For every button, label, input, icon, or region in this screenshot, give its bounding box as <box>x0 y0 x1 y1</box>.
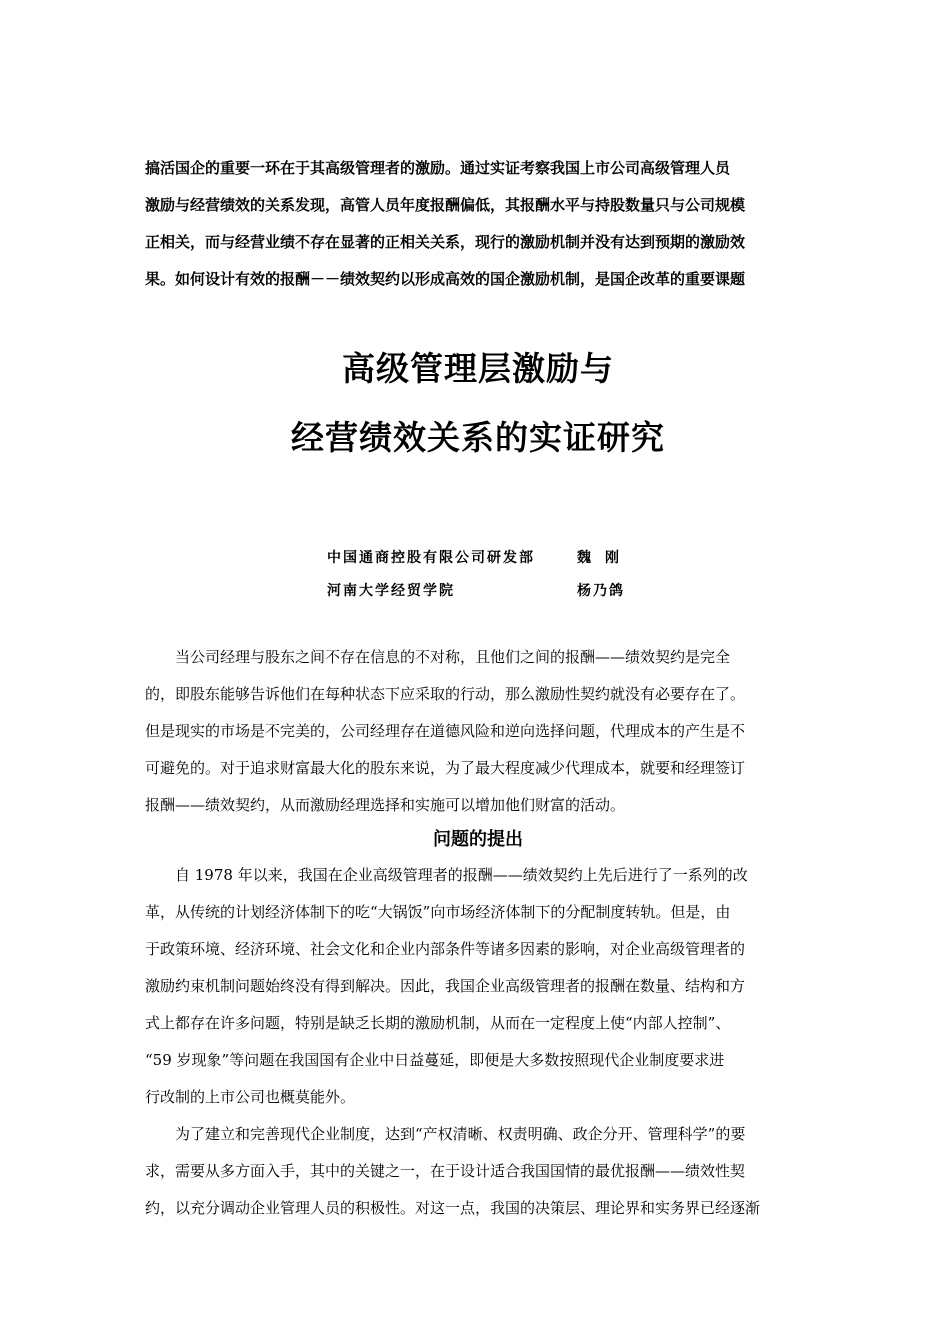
body-line: 式上都存在许多问题，特别是缺乏长期的激励机制，从而在一定程度上使“内部人控制”、 <box>145 1014 731 1032</box>
body-line: 求，需要从多方面入手，其中的关键之一，在于设计适合我国国情的最优报酬——绩效性契 <box>145 1162 746 1180</box>
body-line: 当公司经理与股东之间不存在信息的不对称，且他们之间的报酬——绩效契约是完全 <box>145 648 731 666</box>
body-line: 革，从传统的计划经济体制下的吃“大锅饭”向市场经济体制下的分配制度转轨。但是，由 <box>145 903 731 921</box>
author-name: 杨乃鸽 <box>577 583 625 599</box>
body-line: 报酬——绩效契约，从而激励经理选择和实施可以增加他们财富的活动。 <box>145 796 626 814</box>
author-affiliation: 河南大学经贸学院 <box>327 583 455 599</box>
body-line: 于政策环境、经济环境、社会文化和企业内部条件等诸多因素的影响，对企业高级管理者的 <box>145 940 746 958</box>
body-line: 激励约束机制问题始终没有得到解决。因此，我国企业高级管理者的报酬在数量、结构和方 <box>145 977 746 995</box>
author-name: 魏刚 <box>577 550 633 566</box>
body-line: 约，以充分调动企业管理人员的积极性。对这一点，我国的决策层、理论界和实务界已经逐渐 <box>145 1199 761 1217</box>
abstract-line: 果。如何设计有效的报酬－－绩效契约以形成高效的国企激励机制，是国企改革的重要课题 <box>145 270 746 288</box>
title-line-1: 高级管理层激励与 <box>342 349 614 388</box>
body-line: “59 岁现象”等问题在我国国有企业中日益蔓延，即便是大多数按照现代企业制度要求进 <box>145 1051 725 1069</box>
body-line: 可避免的。对于追求财富最大化的股东来说，为了最大程度减少代理成本，就要和经理签订 <box>145 759 746 777</box>
intro-paragraph <box>145 639 811 824</box>
abstract-line: 正相关，而与经营业绩不存在显著的正相关关系，现行的激励机制并没有达到预期的激励效 <box>145 233 746 251</box>
body-line: 但是现实的市场是不完美的，公司经理存在道德风险和逆向选择问题，代理成本的产生是不 <box>145 722 746 740</box>
body-line: 为了建立和完善现代企业制度，达到“产权清晰、权责明确、政企分开、管理科学”的要 <box>145 1125 746 1143</box>
author-affiliation: 中国通商控股有限公司研发部 <box>327 550 535 566</box>
title-line-2: 经营绩效关系的实证研究 <box>291 418 665 457</box>
abstract-line: 搞活国企的重要一环在于其高级管理者的激励。通过实证考察我国上市公司高级管理人员 <box>145 159 731 177</box>
section-body <box>145 857 811 1227</box>
body-line: 的，即股东能够告诉他们在每种状态下应采取的行动，那么激励性契约就没有必要存在了。 <box>145 685 746 703</box>
abstract-line: 激励与经营绩效的关系发现，高管人员年度报酬偏低，其报酬水平与持股数量只与公司规模 <box>145 196 746 214</box>
abstract <box>145 150 811 298</box>
section-heading: 问题的提出 <box>433 829 523 850</box>
body-line: 自 1978 年以来，我国在企业高级管理者的报酬——绩效契约上先后进行了一系列的改 <box>145 866 748 884</box>
body-line: 行改制的上市公司也概莫能外。 <box>145 1088 356 1106</box>
